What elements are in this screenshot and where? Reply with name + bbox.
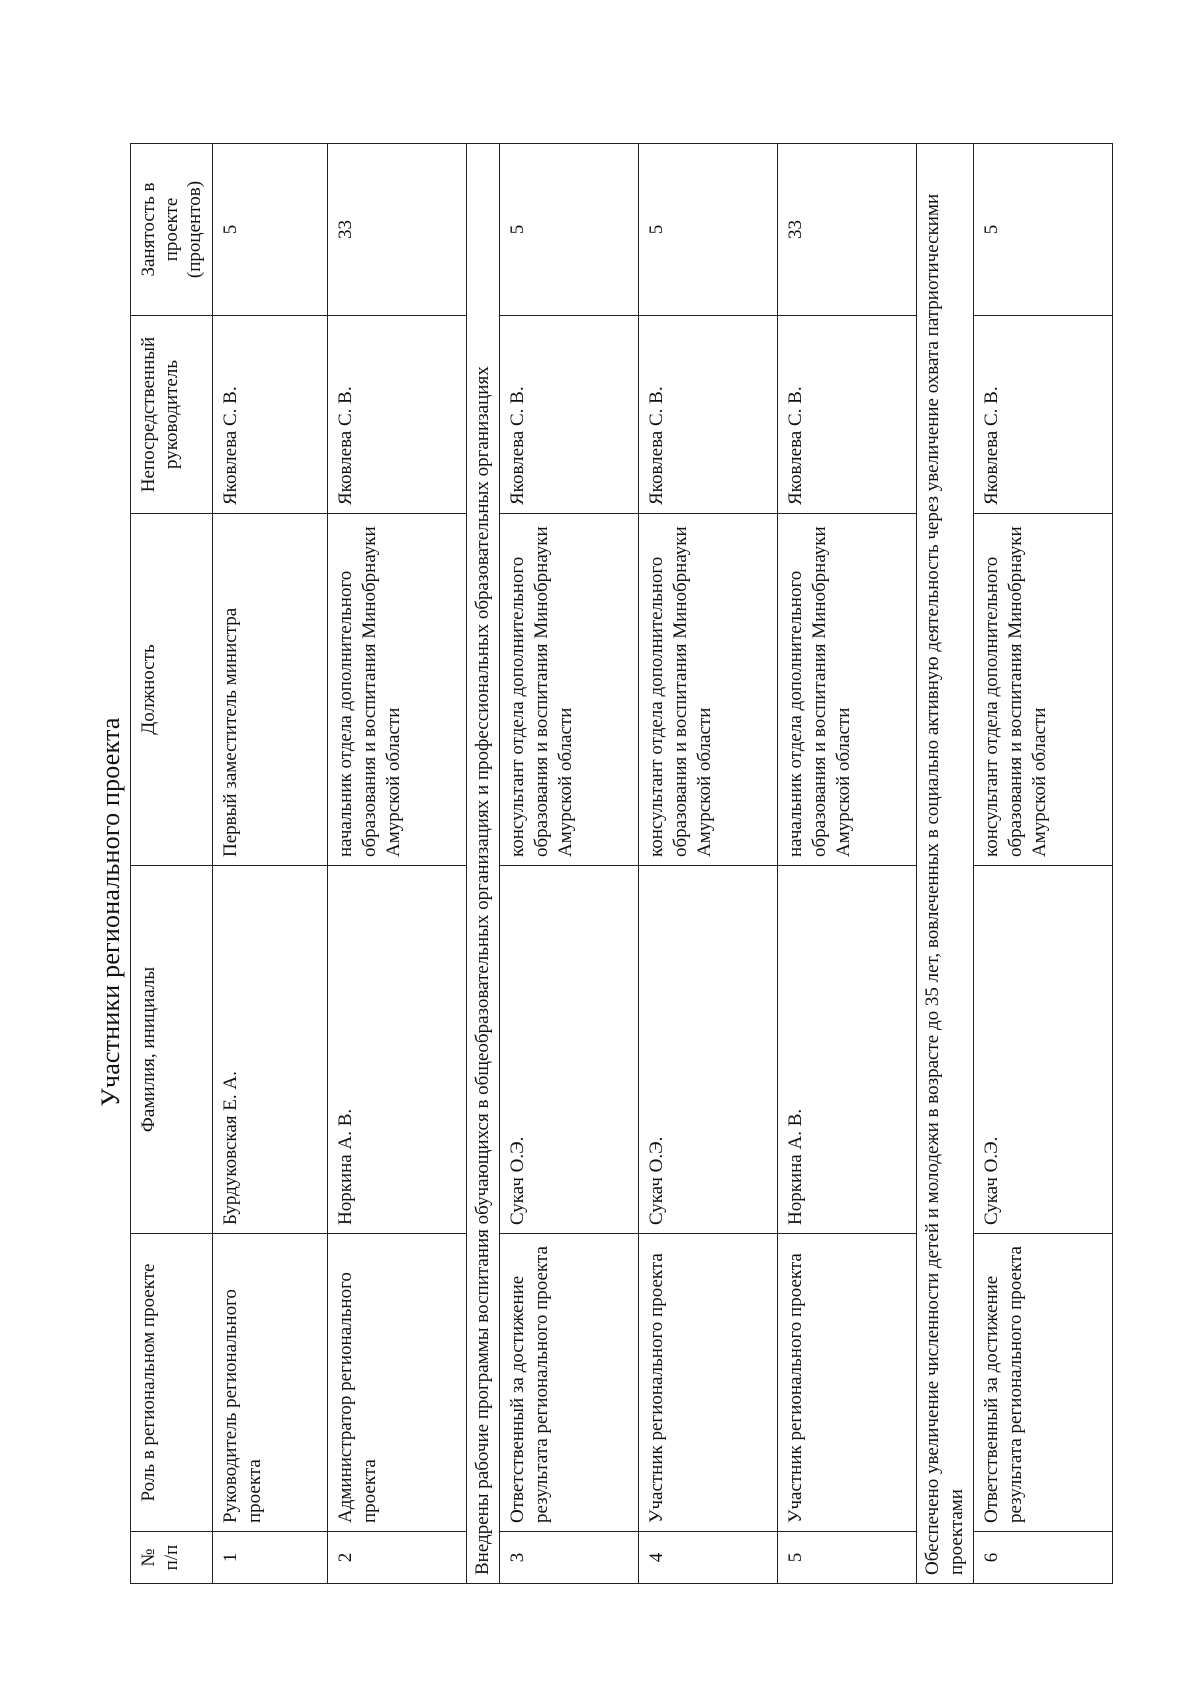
- cell-supervisor: Яковлева С. В.: [500, 316, 639, 514]
- document-title: Участники регионального проекта: [96, 717, 125, 1107]
- cell-position: консультант отдела дополнительного образования и воспитания Минобрнауки Амурской области: [974, 514, 1113, 866]
- cell-position: консультант отдела дополнительного образования и воспитания Минобрнауки Амурской области: [500, 514, 639, 866]
- header-supervisor: Непосредственный руководитель: [131, 316, 213, 514]
- header-name: Фамилия, инициалы: [131, 866, 213, 1234]
- section-row: [917, 144, 974, 1584]
- cell-name: Бурдуковская Е. А.: [213, 866, 328, 1234]
- section-row: [467, 144, 500, 1584]
- table-row: [500, 144, 639, 1584]
- cell-num: 5: [778, 1532, 917, 1584]
- cell-role: Руководитель регионального проекта: [213, 1234, 328, 1532]
- table-row: [639, 144, 778, 1584]
- header-role: Роль в региональном проекте: [131, 1234, 213, 1532]
- cell-role: Ответственный за достижение результата регионального проекта: [974, 1234, 1113, 1532]
- cell-role: Участник регионального проекта: [639, 1234, 778, 1532]
- section-title: Внедрены рабочие программы воспитания обучающихся в общеобразовательных организациях и профессиональных образовательных организациях: [467, 144, 500, 1584]
- participants-table: [130, 143, 1113, 1584]
- cell-load: 5: [213, 144, 328, 316]
- cell-role: Ответственный за достижение результата регионального проекта: [500, 1234, 639, 1532]
- table-header-row: [131, 144, 213, 1584]
- cell-role: Администратор регионального проекта: [328, 1234, 467, 1532]
- cell-load: 5: [500, 144, 639, 316]
- cell-name: Норкина А. В.: [328, 866, 467, 1234]
- cell-name: Сукач О.Э.: [500, 866, 639, 1234]
- table-row: [974, 144, 1113, 1584]
- cell-num: 2: [328, 1532, 467, 1584]
- cell-name: Сукач О.Э.: [639, 866, 778, 1234]
- cell-num: 6: [974, 1532, 1113, 1584]
- cell-load: 33: [778, 144, 917, 316]
- header-position: Должность: [131, 514, 213, 866]
- table-row: [778, 144, 917, 1584]
- document-page: [0, 120, 1200, 1704]
- cell-supervisor: Яковлева С. В.: [328, 316, 467, 514]
- table-row: [213, 144, 328, 1584]
- cell-supervisor: Яковлева С. В.: [974, 316, 1113, 514]
- cell-role: Участник регионального проекта: [778, 1234, 917, 1532]
- cell-supervisor: Яковлева С. В.: [778, 316, 917, 514]
- cell-num: 3: [500, 1532, 639, 1584]
- cell-supervisor: Яковлева С. В.: [639, 316, 778, 514]
- header-load: Занятость в проекте (процентов): [131, 144, 213, 316]
- cell-supervisor: Яковлева С. В.: [213, 316, 328, 514]
- cell-position: начальник отдела дополнительного образования и воспитания Минобрнауки Амурской области: [328, 514, 467, 866]
- cell-position: Первый заместитель министра: [213, 514, 328, 866]
- cell-load: 5: [639, 144, 778, 316]
- table-row: [328, 144, 467, 1584]
- cell-name: Сукач О.Э.: [974, 866, 1113, 1234]
- cell-num: 1: [213, 1532, 328, 1584]
- cell-name: Норкина А. В.: [778, 866, 917, 1234]
- cell-position: консультант отдела дополнительного образования и воспитания Минобрнауки Амурской области: [639, 514, 778, 866]
- header-num: № п/п: [131, 1532, 213, 1584]
- cell-num: 4: [639, 1532, 778, 1584]
- cell-position: начальник отдела дополнительного образования и воспитания Минобрнауки Амурской области: [778, 514, 917, 866]
- cell-load: 33: [328, 144, 467, 316]
- cell-load: 5: [974, 144, 1113, 316]
- section-title: Обеспечено увеличение численности детей и молодежи в возрасте до 35 лет, вовлеченных в социально активную деятельность через увеличение охвата патриотическими проектами: [917, 144, 974, 1584]
